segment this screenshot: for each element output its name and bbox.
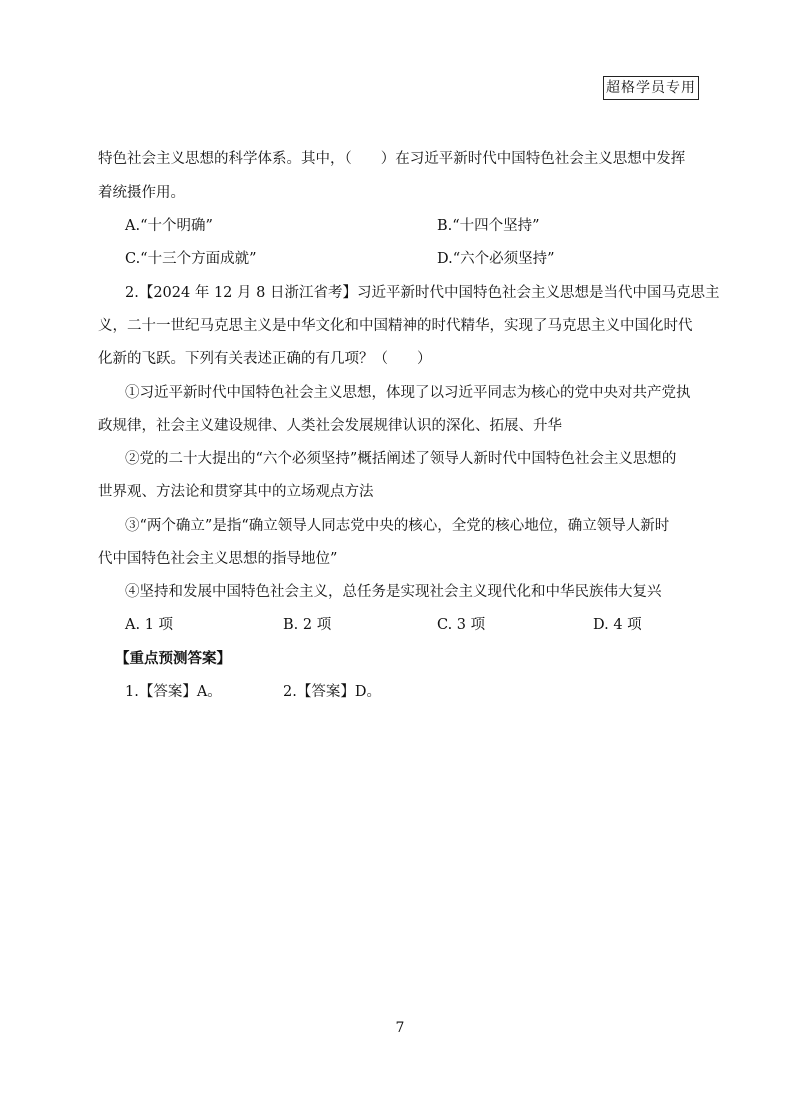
student-only-badge: 超格学员专用: [603, 76, 699, 100]
q2-statement-1-line-2: 政规律，社会主义建设规律、人类社会发展规律认识的深化、拓展、升华: [98, 418, 562, 434]
q2-option-d: D. 4 项: [593, 617, 642, 633]
q2-statement-1-line-1: ①习近平新时代中国特色社会主义思想，体现了以习近平同志为核心的党中央对共产党执: [125, 385, 691, 401]
q2-statement-3-line-1: ③“两个确立”是指“确立领导人同志党中央的核心，全党的核心地位，确立领导人新时: [125, 518, 670, 534]
q1-option-b: B.“十四个坚持”: [437, 218, 540, 234]
q1-stem-line-2: 着统摄作用。: [98, 185, 185, 201]
q2-option-a: A. 1 项: [125, 617, 174, 633]
q2-option-c: C. 3 项: [437, 617, 486, 633]
answer-2: 2.【答案】D。: [283, 684, 381, 700]
q2-stem-line-3: 化新的飞跃。下列有关表述正确的有几项？（ ）: [98, 351, 432, 367]
q1-stem-line-1: 特色社会主义思想的科学体系。其中，（ ）在习近平新时代中国特色社会主义思想中发挥: [98, 151, 686, 167]
q1-option-d: D.“六个必须坚持”: [437, 251, 555, 267]
q1-option-c: C.“十三个方面成就”: [125, 251, 257, 267]
q2-stem-line-2: 义，二十一世纪马克思主义是中华文化和中国精神的时代精华，实现了马克思主义中国化时代: [98, 318, 693, 334]
q2-stem-line-1: 2.【2024 年 12 月 8 日浙江省考】习近平新时代中国特色社会主义思想是当代中国马克思主: [125, 285, 720, 301]
q2-statement-2-line-2: 世界观、方法论和贯穿其中的立场观点方法: [98, 484, 374, 500]
q1-option-a: A.“十个明确”: [125, 218, 213, 234]
page-number: 7: [395, 1020, 405, 1036]
answer-1: 1.【答案】A。: [125, 684, 222, 700]
q2-statement-4: ④坚持和发展中国特色社会主义，总任务是实现社会主义现代化和中华民族伟大复兴: [125, 584, 662, 600]
q2-option-b: B. 2 项: [283, 617, 332, 633]
q2-statement-2-line-1: ②党的二十大提出的“六个必须坚持”概括阐述了领导人新时代中国特色社会主义思想的: [125, 451, 677, 467]
answers-heading: 【重点预测答案】: [115, 650, 231, 667]
q2-statement-3-line-2: 代中国特色社会主义思想的指导地位”: [98, 551, 338, 567]
